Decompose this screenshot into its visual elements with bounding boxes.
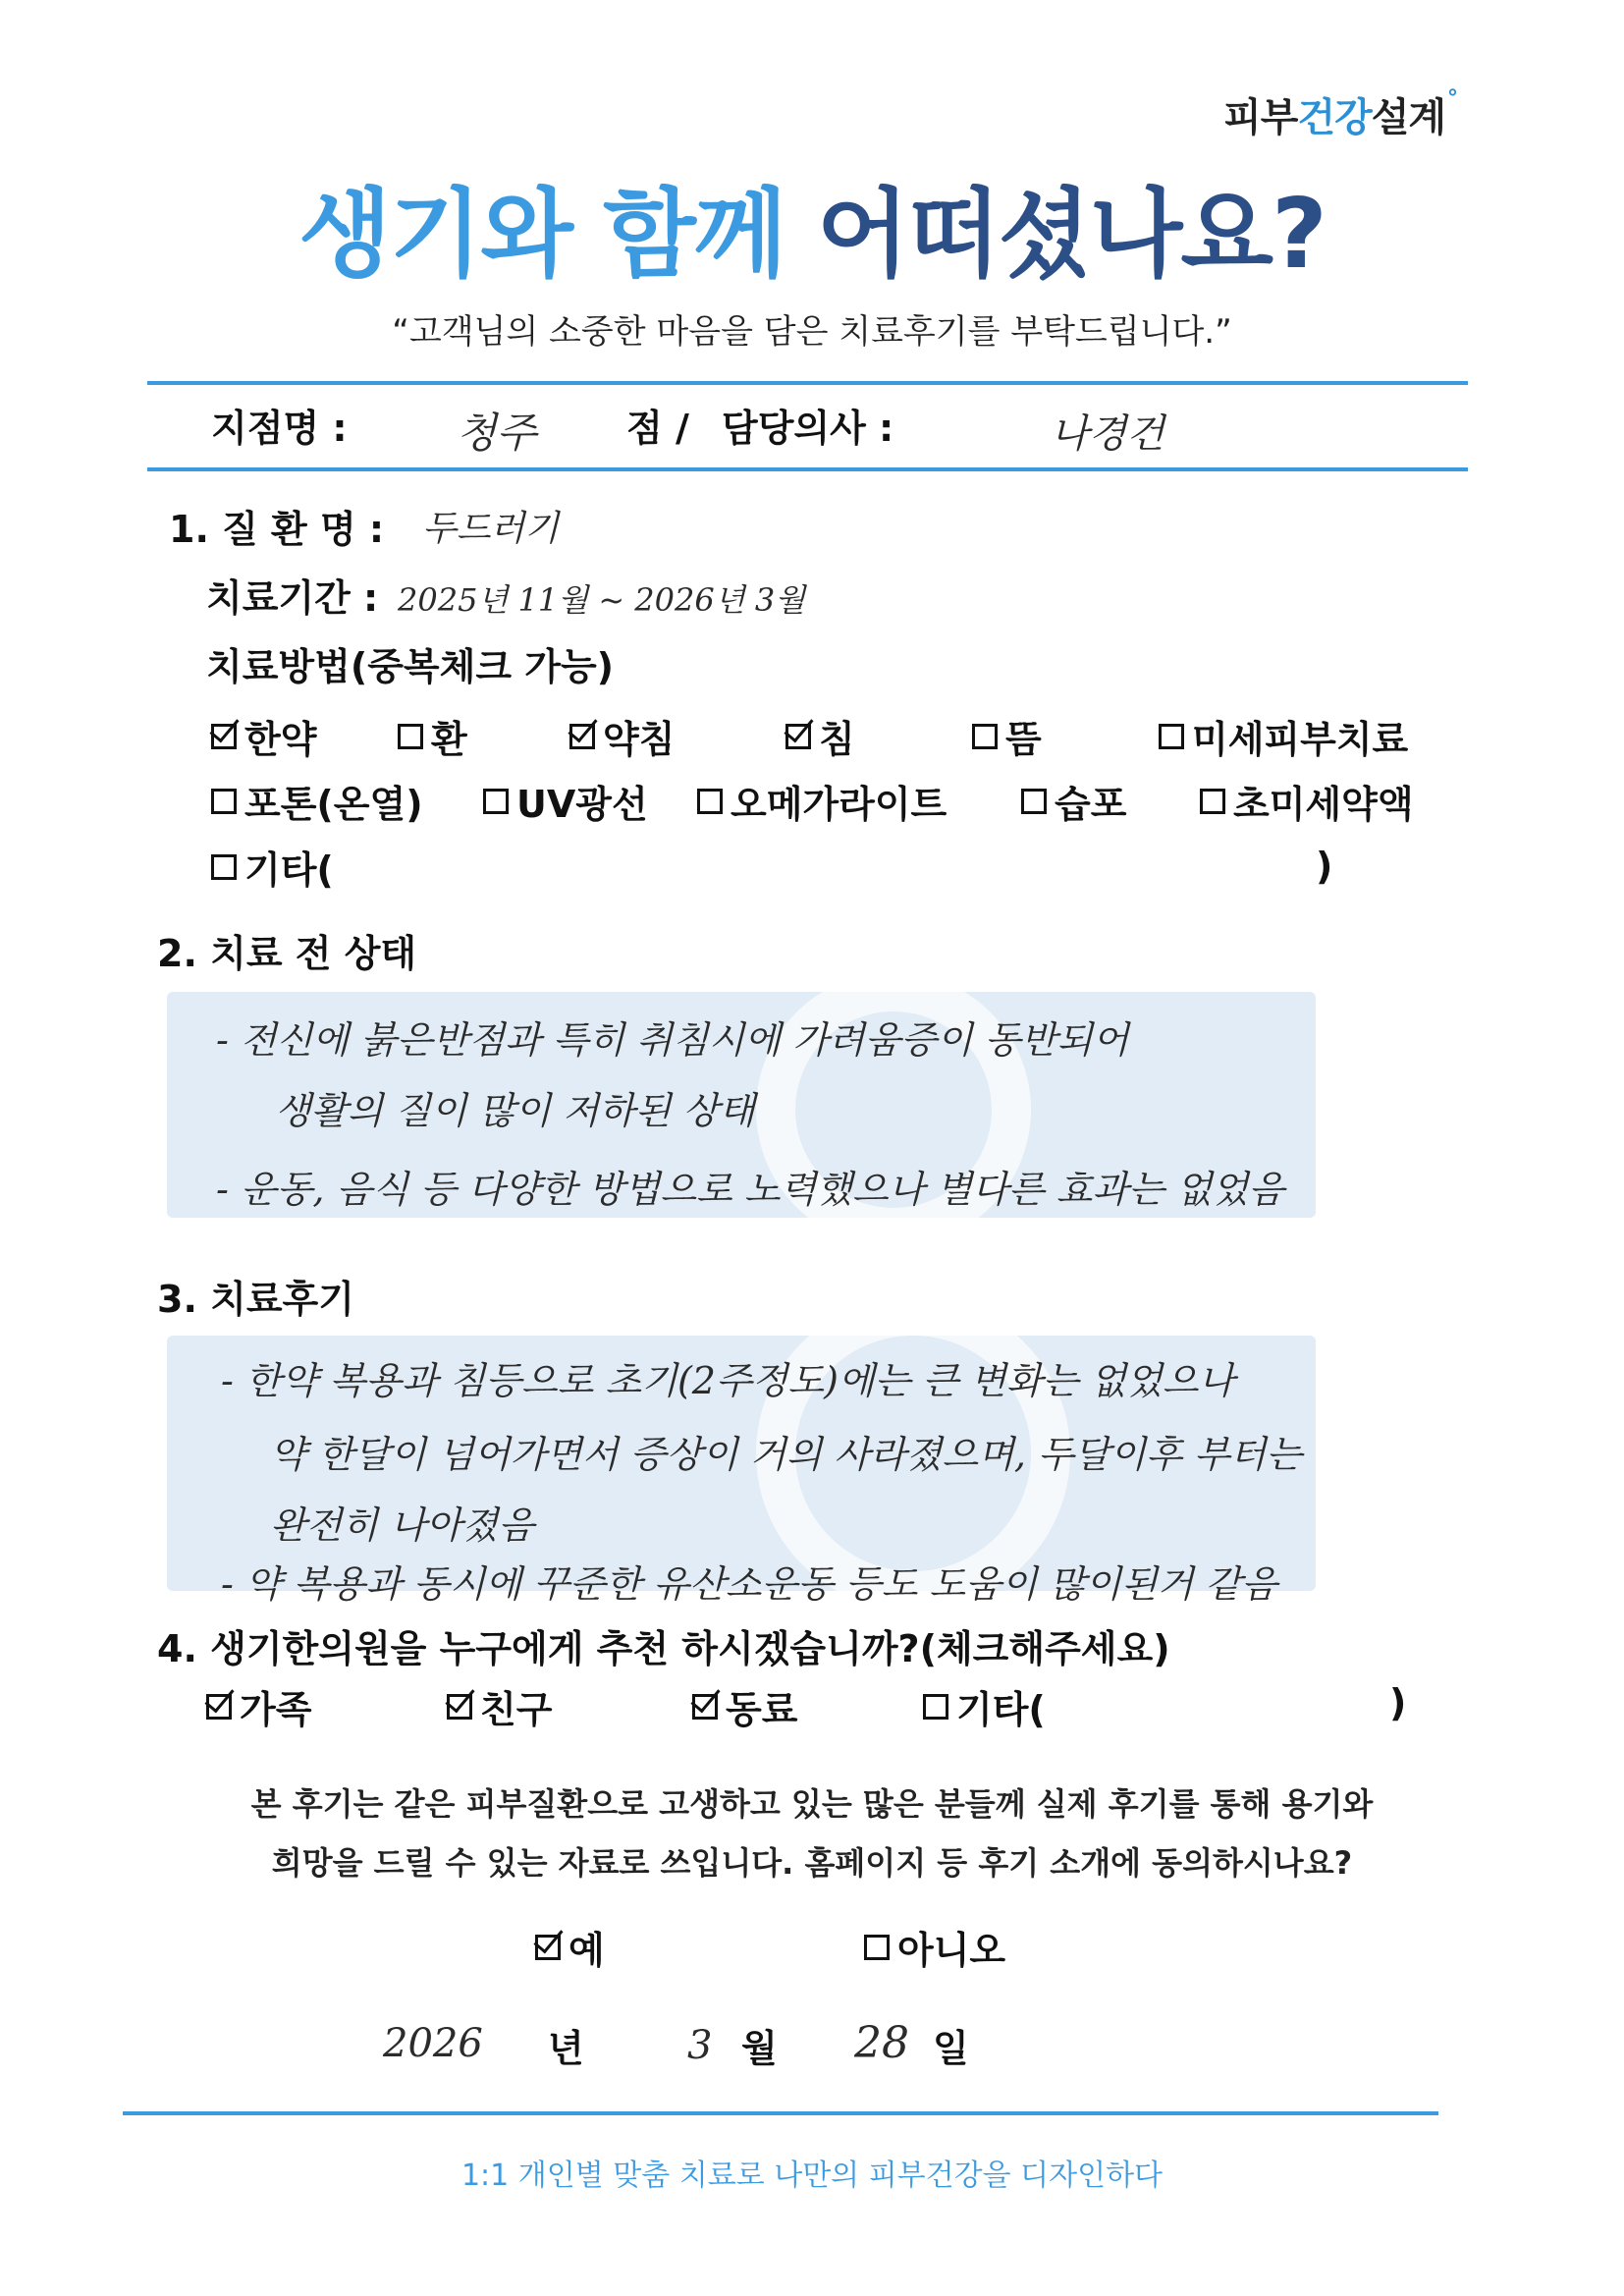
option-label: 초미세약액 [1233,783,1414,826]
date-month: 3 [687,2023,713,2068]
checkbox[interactable] [1159,724,1184,749]
disease-label: 1. 질 환 명 : [169,508,385,551]
option-label: 기타( [956,1688,1046,1731]
option-label: 약침 [603,718,676,761]
method-label: 치료방법(중복체크 가능) [206,645,615,688]
method-option[interactable] [972,709,1042,763]
checkbox[interactable] [211,854,237,880]
method-option[interactable] [1200,774,1414,828]
method-option[interactable] [569,709,675,763]
checkbox[interactable] [1200,789,1225,814]
option-label: 침 [819,718,855,761]
checkbox-checked[interactable] [785,724,811,749]
checkbox[interactable] [864,1935,890,1960]
brand-part3: 설계 [1371,95,1445,140]
checkbox-checked[interactable] [692,1694,718,1720]
option-label: 오메가라이트 [731,783,947,826]
title-part2: 어떠셨나요? [816,179,1326,291]
brand-logo [1223,86,1457,142]
option-label: 아니오 [897,1929,1006,1972]
option-label: 친구 [480,1688,553,1731]
consent-line1: 본 후기는 같은 피부질환으로 고생하고 있는 많은 분들께 실제 후기를 통해 용기와 [250,1785,1374,1823]
option-label: 미세피부치료 [1192,718,1409,761]
doctor-label: 담당의사 : [722,407,894,450]
other-close: ) [1316,845,1333,888]
option-label: UV광선 [516,783,648,826]
section2-line: - 전신에 붉은반점과 특히 취침시에 가려움증이 동반되어 [216,1018,1129,1062]
option-label: 습포 [1055,783,1127,826]
brand-part2: 건강 [1297,95,1372,140]
method-option[interactable] [211,774,423,828]
branch-value: 청주 [457,409,537,457]
recommend-other-close: ) [1389,1681,1407,1724]
branch-suffix: 점 / [626,407,689,450]
option-label: 뜸 [1005,718,1042,761]
consent-yes[interactable] [535,1920,605,1974]
branch-label: 지점명 : [211,407,348,450]
method-option[interactable] [1021,774,1126,828]
checkbox[interactable] [923,1694,948,1720]
header-bottom-rule [147,467,1468,471]
checkbox[interactable] [697,789,723,814]
method-option[interactable] [697,774,947,828]
checkbox[interactable] [398,724,423,749]
period-value: 2025년 11월 ~ 2026년 3월 [398,581,806,619]
doctor-value: 나경건 [1051,411,1164,457]
consent-no[interactable] [864,1920,1005,1974]
date-year: 2026 [383,2021,483,2066]
option-label: 동료 [726,1688,798,1731]
method-option[interactable] [483,774,648,828]
recommend-option[interactable] [447,1679,552,1733]
checkbox[interactable] [211,789,237,814]
date-day: 28 [854,2018,909,2068]
section2-line: 생활의 질이 많이 저하된 상태 [275,1089,755,1132]
section3-line: - 한약 복용과 침등으로 초기(2주정도)에는 큰 변화는 없었으나 [221,1359,1235,1402]
method-option[interactable] [211,709,316,763]
recommend-option[interactable] [923,1679,1046,1733]
option-label: 예 [568,1929,605,1972]
checkbox[interactable] [972,724,998,749]
method-option[interactable] [1159,709,1408,763]
method-option[interactable] [211,840,334,894]
option-label: 한약 [244,718,317,761]
checkbox-checked[interactable] [211,724,237,749]
period-label: 치료기간 : [206,576,379,620]
footer-tagline: 1:1 개인별 맞춤 치료로 나만의 피부건강을 디자인하다 [460,2159,1164,2193]
checkbox[interactable] [1021,789,1047,814]
checkbox-checked[interactable] [535,1935,561,1960]
brand-part1: 피부 [1223,95,1298,140]
brand-mark: ° [1447,86,1457,111]
date-year-label: 년 [548,2027,584,2070]
page-title [0,157,1624,296]
section3-line: - 약 복용과 동시에 꾸준한 유산소운동 등도 도움이 많이된거 같음 [221,1562,1277,1606]
section3-line: 완전히 나아졌음 [270,1503,535,1547]
recommend-option[interactable] [206,1679,311,1733]
title-part1: 생기와 함께 [298,179,785,291]
checkbox-checked[interactable] [569,724,595,749]
checkbox-checked[interactable] [447,1694,472,1720]
option-label: 기타( [244,848,334,892]
option-label: 환 [431,718,467,761]
section2-label: 2. 치료 전 상태 [157,932,417,975]
section4-label: 4. 생기한의원을 누구에게 추천 하시겠습니까?(체크해주세요) [157,1627,1170,1670]
option-label: 포톤(온열) [244,783,423,826]
date-month-label: 월 [741,2027,778,2070]
option-label: 가족 [240,1688,312,1731]
checkbox[interactable] [483,789,509,814]
page-subtitle: “고객님의 소중한 마음을 담은 치료후기를 부탁드립니다.” [392,312,1232,352]
header-top-rule [147,381,1468,385]
consent-line2: 희망을 드릴 수 있는 자료로 쓰입니다. 홈페이지 등 후기 소개에 동의하시나요? [271,1844,1353,1882]
date-day-label: 일 [933,2027,969,2070]
method-option[interactable] [785,709,855,763]
section3-label: 3. 치료후기 [157,1278,354,1321]
disease-value: 두드러기 [422,509,560,549]
checkbox-checked[interactable] [206,1694,232,1720]
footer-rule [123,2111,1438,2115]
section2-line: - 운동, 음식 등 다양한 방법으로 노력했으나 별다른 효과는 없었음 [216,1168,1285,1211]
section3-line: 약 한달이 넘어가면서 증상이 거의 사라졌으며, 두달이후 부터는 [270,1433,1303,1476]
method-option[interactable] [398,709,467,763]
recommend-option[interactable] [692,1679,797,1733]
